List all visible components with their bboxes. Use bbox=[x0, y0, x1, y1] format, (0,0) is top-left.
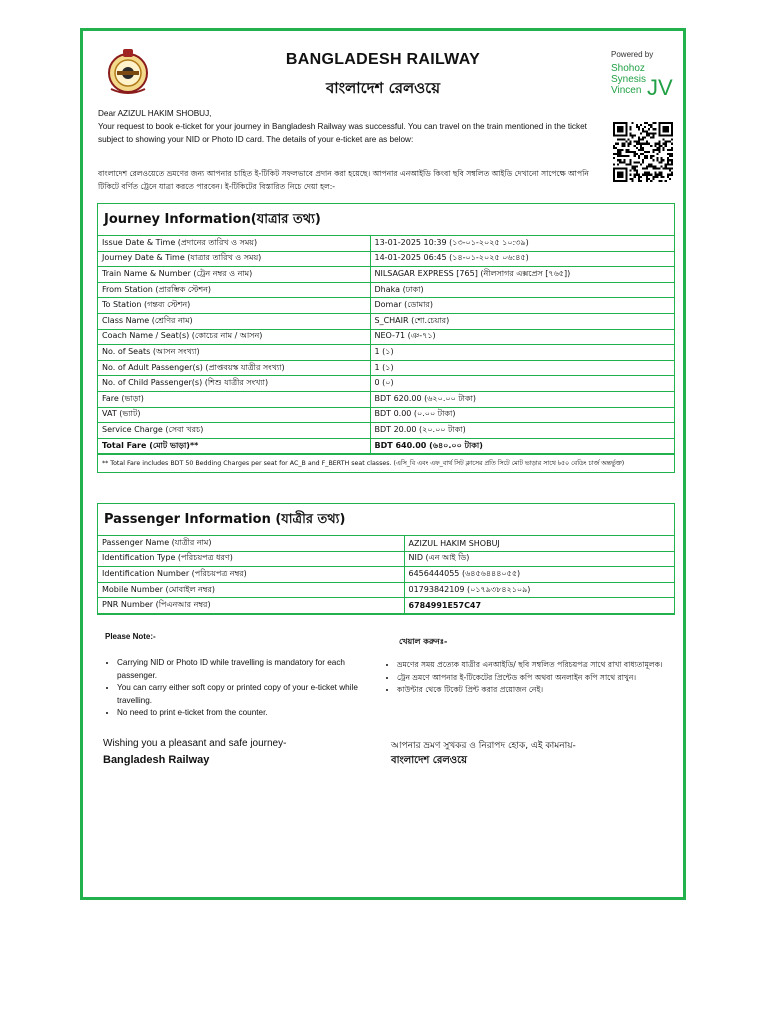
wish-english: Wishing you a pleasant and safe journey- bbox=[103, 738, 287, 749]
table-row bbox=[98, 582, 674, 598]
table-row bbox=[98, 407, 674, 423]
note-item: • Carrying NID or Photo ID while travelling is mandatory for each passenger. bbox=[117, 657, 387, 682]
row-label: Identification Type (পরিচয়পত্র ধরণ) bbox=[98, 551, 404, 567]
wish-bangla: আপনার ভ্রমণ সুখকর ও নিরাপদ হোক, এই কামনায়- bbox=[391, 741, 576, 751]
notes-list-bangla bbox=[385, 659, 687, 697]
row-value: 6456444055 (৬৪৫৬৪৪৪০৫৫) bbox=[404, 567, 674, 583]
table-row bbox=[98, 236, 674, 251]
table-row bbox=[98, 251, 674, 267]
row-label: To Station (গন্তব্য স্টেশন) bbox=[98, 298, 370, 314]
greeting-line: Dear AZIZUL HAKIM SHOBUJ, bbox=[98, 109, 212, 118]
message-bangla: বাংলাদেশ রেলওয়েতে ভ্রমণের জন্য আপনার চাহিত ই-টিকিট সফলভাবে প্রদান করা হয়েছে। আপনার এনআইডি কিংবা ছবি সম্বলিত আইডি দেখানো সাপেক্ষে আপনি টিকিটে বর্ণিত ট্রেনে যাত্রা করতে পারবেন। ই-টিকিটের বিস্তারিত নিচে দেয়া হল:- bbox=[98, 169, 589, 191]
row-value: BDT 640.00 (৬৪০.০০ টাকা) bbox=[370, 438, 674, 454]
note-item: • No need to print e-ticket from the counter. bbox=[117, 707, 387, 720]
note-item-bangla: • ট্রেন ভ্রমণে আপনার ই-টিকেটের প্রিন্টেড কপি অথবা অনলাইন কপি সাথে রাখুন। bbox=[397, 672, 687, 685]
row-value: BDT 20.00 (২০.০০ টাকা) bbox=[370, 423, 674, 439]
vendor-brand bbox=[611, 63, 646, 96]
table-row bbox=[98, 567, 674, 583]
journey-information-table bbox=[98, 236, 674, 454]
row-label: Fare (ভাড়া) bbox=[98, 391, 370, 407]
table-row bbox=[98, 329, 674, 345]
table-row bbox=[98, 345, 674, 361]
please-note-heading: Please Note:- bbox=[105, 632, 156, 641]
note-heading-bangla: খেয়াল করুনঃ- bbox=[399, 637, 448, 646]
row-value: 1 (১) bbox=[370, 345, 674, 361]
row-value: NEO-71 (ঞ-৭১) bbox=[370, 329, 674, 345]
journey-information-panel bbox=[97, 203, 675, 473]
table-row bbox=[98, 536, 674, 551]
total-fare-footnote: ** Total Fare includes BDT 50 Bedding Charges per seat for AC_B and F_BERTH seat classes. (এসি_বি এবং এফ_বার্থ সিট ক্লাসের প্রতি সিটে মোট ভাড়ার সাথে ৳৫০ বেডিং চার্জ অন্তর্ভুক্ত) bbox=[98, 454, 674, 472]
row-value: 1 (১) bbox=[370, 360, 674, 376]
table-row bbox=[98, 282, 674, 298]
table-row bbox=[98, 598, 674, 614]
ticket-frame bbox=[80, 28, 686, 900]
row-label: No. of Adult Passenger(s) (প্রাপ্তবয়স্ক যাত্রীর সংখ্যা) bbox=[98, 360, 370, 376]
row-label: Class Name (শ্রেণির নাম) bbox=[98, 313, 370, 329]
row-value: Domar (ডোমার) bbox=[370, 298, 674, 314]
passenger-information-table bbox=[98, 536, 674, 614]
notes-list-english bbox=[105, 657, 387, 720]
table-row bbox=[98, 267, 674, 283]
closing-brand-bangla: বাংলাদেশ রেলওয়ে bbox=[391, 755, 468, 766]
table-row bbox=[98, 360, 674, 376]
passenger-information-title: Passenger Information (যাত্রীর তথ্য) bbox=[98, 504, 674, 536]
table-row bbox=[98, 438, 674, 454]
journey-information-title: Journey Information(যাত্রার তথ্য) bbox=[98, 204, 674, 236]
row-label: Total Fare (মোট ভাড়া)** bbox=[98, 438, 370, 454]
row-label: Service Charge (সেবা খরচ) bbox=[98, 423, 370, 439]
table-row bbox=[98, 391, 674, 407]
note-item-bangla: • কাউন্টার থেকে টিকেট প্রিন্ট করার প্রয়োজন নেই। bbox=[397, 684, 687, 697]
title-english: BANGLADESH RAILWAY bbox=[285, 51, 481, 68]
closing-brand-english: Bangladesh Railway bbox=[103, 754, 210, 766]
row-value: 13-01-2025 10:39 (১৩-০১-২০২৫ ১০:৩৯) bbox=[370, 236, 674, 251]
table-row bbox=[98, 298, 674, 314]
row-label: Issue Date & Time (প্রদানের তারিখ ও সময়) bbox=[98, 236, 370, 251]
passenger-information-panel bbox=[97, 503, 675, 615]
table-row bbox=[98, 423, 674, 439]
row-label: Journey Date & Time (যাত্রার তারিখ ও সময়) bbox=[98, 251, 370, 267]
brand-line-1: Shohoz bbox=[611, 63, 645, 74]
table-row bbox=[98, 313, 674, 329]
qr-code-icon bbox=[613, 121, 673, 183]
message-english: Your request to book e-ticket for your journey in Bangladesh Railway was successful. You can travel on the train mentioned in the ticket subject to showing your NID or Photo ID card. The details of your e-ticket are as below: bbox=[98, 122, 587, 144]
row-label: Passenger Name (যাত্রীর নাম) bbox=[98, 536, 404, 551]
row-value: 0 (০) bbox=[370, 376, 674, 392]
row-label: Coach Name / Seat(s) (কোচের নাম / আসন) bbox=[98, 329, 370, 345]
row-label: From Station (প্রারম্ভিক স্টেশন) bbox=[98, 282, 370, 298]
row-value: BDT 0.00 (০.০০ টাকা) bbox=[370, 407, 674, 423]
brand-line-3: Vincen bbox=[611, 85, 642, 96]
title-bangla: বাংলাদেশ রেলওয়ে bbox=[325, 79, 441, 97]
row-value: AZIZUL HAKIM SHOBUJ bbox=[404, 536, 674, 551]
row-value: S_CHAIR (শো.চেয়ার) bbox=[370, 313, 674, 329]
row-value: Dhaka (ঢাকা) bbox=[370, 282, 674, 298]
note-item-bangla: • ভ্রমণের সময় প্রত্যেক যাত্রীর এনআইডি/ ছবি সম্বলিত পরিচয়পত্র সাথে রাখা বাধ্যতামূলক। bbox=[397, 659, 687, 672]
row-value: NILSAGAR EXPRESS [765] (নীলসাগর এক্সপ্রেস [৭৬৫]) bbox=[370, 267, 674, 283]
row-value: NID (এন আই ডি) bbox=[404, 551, 674, 567]
row-value: 6784991E57C47 bbox=[404, 598, 674, 614]
row-label: Train Name & Number (ট্রেন নম্বর ও নাম) bbox=[98, 267, 370, 283]
row-value: BDT 620.00 (৬২০.০০ টাকা) bbox=[370, 391, 674, 407]
table-row bbox=[98, 376, 674, 392]
row-value: 01793842109 (০১৭৯৩৮৪২১০৯) bbox=[404, 582, 674, 598]
table-row bbox=[98, 551, 674, 567]
row-label: VAT (ভ্যাট) bbox=[98, 407, 370, 423]
row-label: PNR Number (পিএনআর নম্বর) bbox=[98, 598, 404, 614]
row-label: Mobile Number (মোবাইল নম্বর) bbox=[98, 582, 404, 598]
note-item: • You can carry either soft copy or printed copy of your e-ticket while travelling. bbox=[117, 682, 387, 707]
row-label: No. of Child Passenger(s) (শিশু যাত্রীর সংখ্যা) bbox=[98, 376, 370, 392]
row-label: Identification Number (পরিচয়পত্র নম্বর) bbox=[98, 567, 404, 583]
greeting-block bbox=[98, 107, 606, 146]
brand-line-2: Synesis bbox=[611, 74, 647, 85]
powered-by-label: Powered by bbox=[611, 50, 654, 59]
row-label: No. of Seats (আসন সংখ্যা) bbox=[98, 345, 370, 361]
brand-jv: JV bbox=[647, 75, 673, 100]
row-value: 14-01-2025 06:45 (১৪-০১-২০২৫ ০৬:৪৫) bbox=[370, 251, 674, 267]
